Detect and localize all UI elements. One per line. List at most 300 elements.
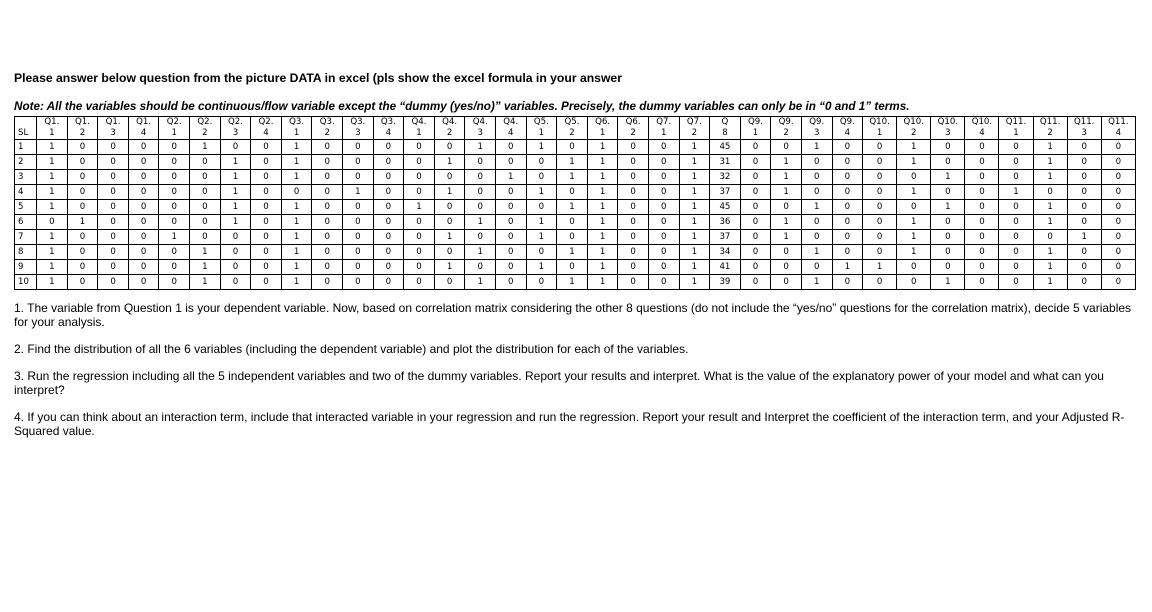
header-cell: Q4. — [434, 117, 465, 129]
table-row — [15, 215, 1136, 230]
header-cell: 4 — [373, 128, 404, 140]
table-cell: 0 — [495, 140, 526, 155]
table-cell: 1 — [37, 230, 68, 245]
table-cell: 0 — [495, 200, 526, 215]
table-cell: 1 — [679, 200, 710, 215]
table-cell: 0 — [343, 275, 374, 290]
table-cell: 0 — [312, 200, 343, 215]
table-row — [15, 260, 1136, 275]
table-cell: 1 — [220, 215, 251, 230]
table-cell: 0 — [404, 155, 435, 170]
table-cell: 1 — [67, 215, 98, 230]
table-cell: 0 — [98, 275, 129, 290]
table-cell: 1 — [281, 215, 312, 230]
table-cell: 0 — [251, 155, 282, 170]
table-cell: 0 — [159, 245, 190, 260]
table-cell: 0 — [1101, 260, 1135, 275]
row-number: 6 — [15, 215, 37, 230]
table-cell: 1 — [771, 215, 802, 230]
table-cell: 1 — [465, 140, 496, 155]
table-cell: 1 — [679, 245, 710, 260]
table-cell: 0 — [1101, 155, 1135, 170]
table-cell: 0 — [495, 275, 526, 290]
table-cell: 1 — [1033, 200, 1067, 215]
header-cell: Q9. — [771, 117, 802, 129]
table-cell: 0 — [863, 275, 897, 290]
table-cell: 0 — [404, 275, 435, 290]
table-cell: 0 — [373, 275, 404, 290]
table-cell: 0 — [999, 260, 1033, 275]
table-cell: 0 — [801, 215, 832, 230]
header-cell: 2 — [67, 128, 98, 140]
table-cell: 0 — [220, 245, 251, 260]
header-cell: 4 — [495, 128, 526, 140]
table-cell: 0 — [373, 140, 404, 155]
table-cell: 0 — [312, 170, 343, 185]
header-cell: 2 — [434, 128, 465, 140]
table-cell: 0 — [312, 215, 343, 230]
table-cell: 0 — [618, 185, 649, 200]
table-cell: 0 — [434, 140, 465, 155]
table-cell: 0 — [434, 275, 465, 290]
table-cell: 0 — [343, 260, 374, 275]
table-cell: 0 — [999, 140, 1033, 155]
table-cell: 1 — [37, 140, 68, 155]
table-cell: 0 — [98, 200, 129, 215]
table-cell: 1 — [37, 275, 68, 290]
table-cell: 1 — [771, 230, 802, 245]
header-cell: Q10. — [965, 117, 999, 129]
table-cell: 0 — [557, 140, 588, 155]
table-cell: 0 — [251, 185, 282, 200]
table-cell: 0 — [740, 275, 771, 290]
table-cell: 1 — [404, 200, 435, 215]
table-cell: 0 — [832, 155, 863, 170]
table-cell: 0 — [648, 185, 679, 200]
table-cell: 0 — [999, 170, 1033, 185]
table-cell: 0 — [128, 230, 159, 245]
table-cell: 1 — [526, 140, 557, 155]
table-cell: 0 — [740, 155, 771, 170]
header-cell: Q11. — [1101, 117, 1135, 129]
header-cell: Q6. — [618, 117, 649, 129]
table-cell: 0 — [965, 185, 999, 200]
row-number: 7 — [15, 230, 37, 245]
table-cell: 0 — [373, 260, 404, 275]
table-cell: 32 — [710, 170, 741, 185]
table-cell: 0 — [931, 155, 965, 170]
table-cell: 1 — [679, 140, 710, 155]
header-cell: Q9. — [740, 117, 771, 129]
table-cell: 0 — [965, 230, 999, 245]
table-cell: 0 — [98, 185, 129, 200]
table-cell: 0 — [373, 230, 404, 245]
table-cell: 0 — [618, 200, 649, 215]
table-cell: 1 — [281, 260, 312, 275]
table-cell: 1 — [679, 275, 710, 290]
table-cell: 0 — [251, 140, 282, 155]
table-cell: 0 — [965, 170, 999, 185]
table-cell: 1 — [526, 215, 557, 230]
table-cell: 1 — [587, 140, 618, 155]
table-row — [15, 275, 1136, 290]
header-cell: Q10. — [931, 117, 965, 129]
table-cell: 0 — [251, 170, 282, 185]
table-cell: 0 — [832, 215, 863, 230]
header-cell: Q7. — [679, 117, 710, 129]
table-cell: 0 — [740, 185, 771, 200]
header-cell: Q10. — [897, 117, 931, 129]
header-cell: 1 — [648, 128, 679, 140]
table-cell: 1 — [557, 200, 588, 215]
table-cell: 0 — [897, 260, 931, 275]
table-cell: 1 — [587, 185, 618, 200]
table-cell: 0 — [832, 140, 863, 155]
header-cell: 4 — [251, 128, 282, 140]
table-cell: 0 — [618, 155, 649, 170]
table-cell: 1 — [897, 230, 931, 245]
table-cell: 1 — [281, 275, 312, 290]
table-cell: 1 — [801, 275, 832, 290]
question-2: 2. Find the distribution of all the 6 variables (including the dependent variable) and plot the distribution for each of the variables. — [14, 342, 689, 356]
table-cell: 1 — [897, 185, 931, 200]
table-cell: 0 — [67, 245, 98, 260]
table-cell: 1 — [679, 215, 710, 230]
sl-header: SL — [15, 128, 37, 140]
table-cell: 0 — [128, 200, 159, 215]
table-cell: 1 — [526, 185, 557, 200]
header-cell: Q1. — [128, 117, 159, 129]
table-cell: 0 — [1067, 140, 1101, 155]
table-cell: 0 — [404, 260, 435, 275]
table-cell: 0 — [312, 155, 343, 170]
table-cell: 1 — [897, 155, 931, 170]
row-number: 1 — [15, 140, 37, 155]
table-cell: 0 — [965, 140, 999, 155]
table-cell: 0 — [343, 230, 374, 245]
table-cell: 0 — [965, 260, 999, 275]
table-cell: 0 — [220, 260, 251, 275]
header-cell: 4 — [1101, 128, 1135, 140]
row-number: 4 — [15, 185, 37, 200]
table-cell: 1 — [679, 170, 710, 185]
row-number: 9 — [15, 260, 37, 275]
header-cell: Q2. — [190, 117, 221, 129]
table-cell: 45 — [710, 200, 741, 215]
table-cell: 0 — [404, 140, 435, 155]
table-cell: 1 — [771, 170, 802, 185]
table-cell: 0 — [98, 155, 129, 170]
table-cell: 31 — [710, 155, 741, 170]
table-row — [15, 230, 1136, 245]
table-cell: 45 — [710, 140, 741, 155]
table-cell: 0 — [128, 170, 159, 185]
table-cell: 1 — [897, 140, 931, 155]
table-cell: 0 — [801, 170, 832, 185]
table-cell: 0 — [128, 155, 159, 170]
table-cell: 0 — [931, 215, 965, 230]
table-cell: 0 — [965, 215, 999, 230]
header-cell: 2 — [897, 128, 931, 140]
header-cell: 2 — [190, 128, 221, 140]
table-cell: 1 — [281, 155, 312, 170]
table-cell: 1 — [1033, 260, 1067, 275]
table-cell: 0 — [343, 155, 374, 170]
table-cell: 1 — [897, 215, 931, 230]
table-cell: 0 — [312, 245, 343, 260]
table-cell: 0 — [618, 215, 649, 230]
table-cell: 0 — [832, 230, 863, 245]
table-cell: 0 — [648, 200, 679, 215]
data-table — [14, 116, 1136, 290]
header-cell: 1 — [526, 128, 557, 140]
table-cell: 1 — [771, 185, 802, 200]
table-cell: 0 — [832, 170, 863, 185]
header-cell: 8 — [710, 128, 741, 140]
table-cell: 0 — [220, 230, 251, 245]
table-cell: 0 — [526, 170, 557, 185]
header-cell: Q9. — [801, 117, 832, 129]
header-cell: Q3. — [281, 117, 312, 129]
table-cell: 0 — [190, 170, 221, 185]
table-cell: 1 — [281, 230, 312, 245]
table-cell: 0 — [312, 260, 343, 275]
table-cell: 34 — [710, 245, 741, 260]
table-cell: 0 — [312, 275, 343, 290]
table-cell: 1 — [434, 155, 465, 170]
header-cell: 1 — [404, 128, 435, 140]
table-cell: 0 — [373, 200, 404, 215]
row-number: 8 — [15, 245, 37, 260]
table-cell: 0 — [251, 245, 282, 260]
table-cell: 0 — [190, 200, 221, 215]
header-cell: 1 — [587, 128, 618, 140]
table-cell: 0 — [1033, 230, 1067, 245]
table-cell: 0 — [1033, 185, 1067, 200]
table-cell: 0 — [251, 275, 282, 290]
table-cell: 0 — [863, 155, 897, 170]
table-cell: 0 — [648, 155, 679, 170]
table-cell: 0 — [863, 170, 897, 185]
header-cell: Q3. — [373, 117, 404, 129]
table-cell: 1 — [465, 245, 496, 260]
header-cell: Q1. — [37, 117, 68, 129]
row-number: 2 — [15, 155, 37, 170]
table-cell: 0 — [495, 260, 526, 275]
table-cell: 0 — [1101, 185, 1135, 200]
header-cell: 3 — [465, 128, 496, 140]
header-cell: Q — [710, 117, 741, 129]
table-row — [15, 245, 1136, 260]
table-cell: 1 — [159, 230, 190, 245]
table-cell: 0 — [863, 140, 897, 155]
table-cell: 0 — [740, 215, 771, 230]
table-cell: 0 — [1067, 215, 1101, 230]
table-cell: 0 — [495, 155, 526, 170]
table-cell: 0 — [404, 170, 435, 185]
table-cell: 1 — [190, 275, 221, 290]
header-cell: 4 — [965, 128, 999, 140]
table-cell: 1 — [37, 155, 68, 170]
table-cell: 0 — [832, 200, 863, 215]
table-cell: 1 — [495, 170, 526, 185]
table-cell: 1 — [587, 260, 618, 275]
table-cell: 1 — [190, 260, 221, 275]
row-number: 3 — [15, 170, 37, 185]
table-cell: 0 — [999, 245, 1033, 260]
table-cell: 0 — [67, 230, 98, 245]
header-cell: Q7. — [648, 117, 679, 129]
table-cell: 0 — [897, 200, 931, 215]
header-cell: Q5. — [526, 117, 557, 129]
table-cell: 0 — [648, 215, 679, 230]
table-row — [15, 185, 1136, 200]
table-cell: 1 — [587, 215, 618, 230]
table-cell: 0 — [648, 275, 679, 290]
header-cell: 1 — [281, 128, 312, 140]
table-cell: 1 — [281, 140, 312, 155]
table-cell: 0 — [618, 275, 649, 290]
table-cell: 0 — [965, 155, 999, 170]
table-cell: 1 — [37, 245, 68, 260]
table-cell: 0 — [373, 185, 404, 200]
table-cell: 0 — [771, 245, 802, 260]
page-title: Please answer below question from the picture DATA in excel (pls show the excel formula in your answer — [14, 71, 622, 85]
table-cell: 0 — [495, 245, 526, 260]
table-cell: 0 — [648, 140, 679, 155]
header-cell: 3 — [931, 128, 965, 140]
table-cell: 0 — [98, 245, 129, 260]
table-cell: 0 — [434, 200, 465, 215]
table-cell: 0 — [495, 230, 526, 245]
table-cell: 0 — [557, 230, 588, 245]
header-cell: 2 — [771, 128, 802, 140]
header-cell: 1 — [37, 128, 68, 140]
table-cell: 1 — [434, 185, 465, 200]
table-cell: 0 — [1101, 215, 1135, 230]
table-cell: 0 — [740, 260, 771, 275]
table-cell: 0 — [98, 260, 129, 275]
table-cell: 0 — [1067, 155, 1101, 170]
table-cell: 0 — [1067, 185, 1101, 200]
row-number: 10 — [15, 275, 37, 290]
table-cell: 0 — [771, 140, 802, 155]
header-cell: 1 — [863, 128, 897, 140]
table-cell: 0 — [740, 230, 771, 245]
table-cell: 0 — [404, 245, 435, 260]
header-cell: 3 — [343, 128, 374, 140]
header-cell: Q1. — [67, 117, 98, 129]
header-cell: Q11. — [1067, 117, 1101, 129]
table-cell: 0 — [220, 275, 251, 290]
note-text: Note: All the variables should be continuous/flow variable except the “dummy (yes/no)” variables. Precisely, the dummy variables can only be in “0 and 1” terms. — [14, 100, 910, 113]
table-cell: 0 — [557, 260, 588, 275]
table-cell: 36 — [710, 215, 741, 230]
table-cell: 1 — [587, 275, 618, 290]
table-cell: 1 — [37, 185, 68, 200]
header-cell: 1 — [999, 128, 1033, 140]
table-cell: 0 — [373, 245, 404, 260]
table-cell: 0 — [128, 185, 159, 200]
table-cell: 0 — [863, 230, 897, 245]
header-cell: 3 — [801, 128, 832, 140]
question-3: 3. Run the regression including all the 5 independent variables and two of the dummy variables. Report your results and interpret. What is the value of the explanatory power of your model and what can you interpret? — [14, 369, 1104, 397]
table-cell: 0 — [343, 170, 374, 185]
table-cell: 0 — [618, 170, 649, 185]
table-cell: 1 — [801, 245, 832, 260]
table-cell: 0 — [526, 200, 557, 215]
table-cell: 0 — [526, 275, 557, 290]
header-cell: Q2. — [159, 117, 190, 129]
table-cell: 0 — [999, 215, 1033, 230]
header-cell: 1 — [740, 128, 771, 140]
header-cell: Q10. — [863, 117, 897, 129]
table-cell: 0 — [648, 230, 679, 245]
table-cell: 1 — [37, 260, 68, 275]
table-cell: 0 — [98, 230, 129, 245]
header-cell: 3 — [98, 128, 129, 140]
table-cell: 0 — [434, 215, 465, 230]
table-cell: 0 — [1067, 200, 1101, 215]
table-cell: 37 — [710, 185, 741, 200]
table-cell: 0 — [98, 170, 129, 185]
table-cell: 0 — [1101, 230, 1135, 245]
table-cell: 1 — [771, 155, 802, 170]
table-cell: 1 — [679, 230, 710, 245]
table-cell: 0 — [98, 140, 129, 155]
header-cell: Q9. — [832, 117, 863, 129]
question-1: 1. The variable from Question 1 is your dependent variable. Now, based on correlation matrix considering the other 8 questions (do not include the “yes/no” questions for the correlation matrix), decide 5 variables for your analysis. — [14, 301, 1132, 329]
header-cell: Q3. — [343, 117, 374, 129]
table-cell: 0 — [1101, 275, 1135, 290]
table-cell: 1 — [343, 185, 374, 200]
table-cell: 0 — [434, 245, 465, 260]
table-cell: 0 — [190, 185, 221, 200]
table-cell: 0 — [965, 200, 999, 215]
table-cell: 0 — [343, 245, 374, 260]
table-cell: 1 — [832, 260, 863, 275]
question-4: 4. If you can think about an interaction term, include that interacted variable in your regression and run the regression. Report your result and Interpret the coefficient of the interaction term, and your Adjusted R-Squared value. — [14, 410, 1125, 438]
table-cell: 0 — [465, 155, 496, 170]
table-cell: 1 — [526, 230, 557, 245]
header-cell: 4 — [128, 128, 159, 140]
table-cell: 0 — [67, 155, 98, 170]
table-cell: 0 — [1101, 170, 1135, 185]
table-cell: 1 — [1033, 155, 1067, 170]
table-cell: 0 — [771, 200, 802, 215]
table-cell: 1 — [190, 140, 221, 155]
table-cell: 1 — [434, 230, 465, 245]
table-cell: 0 — [863, 200, 897, 215]
table-cell: 1 — [190, 245, 221, 260]
table-cell: 0 — [740, 245, 771, 260]
table-cell: 0 — [37, 215, 68, 230]
table-cell: 0 — [931, 185, 965, 200]
header-cell: Q5. — [557, 117, 588, 129]
table-cell: 0 — [1067, 275, 1101, 290]
table-cell: 0 — [648, 260, 679, 275]
header-cell: Q6. — [587, 117, 618, 129]
header-cell: 2 — [312, 128, 343, 140]
table-cell: 0 — [312, 230, 343, 245]
table-cell: 0 — [832, 275, 863, 290]
table-cell: 0 — [373, 170, 404, 185]
table-cell: 0 — [159, 140, 190, 155]
table-cell: 1 — [587, 200, 618, 215]
table-cell: 1 — [863, 260, 897, 275]
header-cell: Q2. — [220, 117, 251, 129]
table-cell: 1 — [465, 215, 496, 230]
